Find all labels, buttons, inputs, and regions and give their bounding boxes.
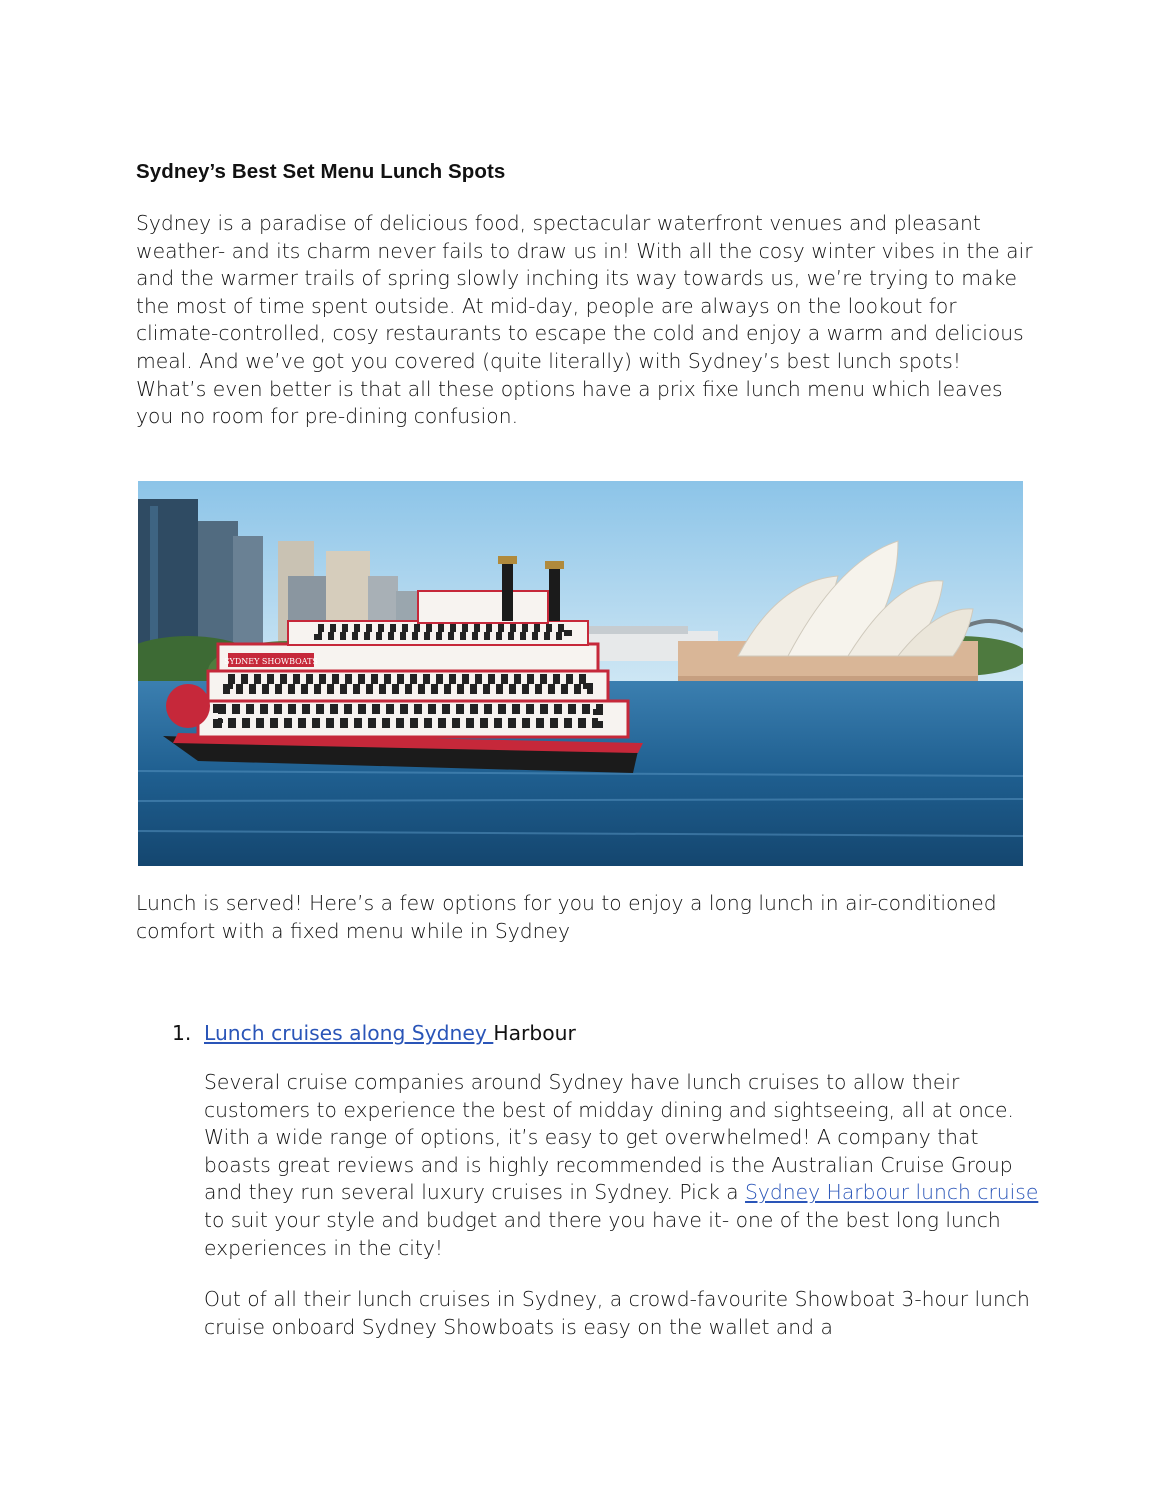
para2-before-link: Several cruise companies around Sydney have lunch cruises to allow their customers to experience the best of midday dining and sightseeing, all at once. With a wide range of options, it’s easy to get overwhelmed! A company that boasts great reviews and is highly recommended is the Australian Cruise Group and they run several luxury cruises in Sydney. Pick a xyxy=(204,1070,1014,1205)
list-number: 1. xyxy=(172,1021,192,1045)
para2-after-link: to suit your style and budget and there you have it- one of the best long lunch experiences in the city! xyxy=(204,1207,1001,1260)
sydney-harbour-lunch-cruise-link[interactable]: Sydney Harbour lunch cruise xyxy=(745,1180,1039,1205)
smokestack-right xyxy=(549,566,560,621)
boat-sign: SYDNEY SHOWBOATS xyxy=(224,657,318,666)
page-title: Sydney’s Best Set Menu Lunch Spots xyxy=(136,160,506,183)
harbour-photo xyxy=(138,481,1023,866)
caption-paragraph: Lunch is served! Here’s a few options for you to enjoy a long lunch in air-conditioned comfort with a fixed menu while in Sydney xyxy=(136,891,997,943)
paddle-wheel xyxy=(166,684,210,728)
lunch-cruises-link[interactable]: Lunch cruises along Sydney xyxy=(204,1021,494,1045)
list-item-rest: Harbour xyxy=(493,1021,576,1045)
showboat-paragraph: Out of all their lunch cruises in Sydney, a crowd-favourite Showboat 3-hour lunch cruise onboard Sydney Showboats is easy on the wallet and a xyxy=(204,1287,1030,1339)
cruise-description-paragraph xyxy=(204,1069,1044,1262)
intro-paragraph: Sydney is a paradise of delicious food, spectacular waterfront venues and pleasant weather- and its charm never fails to draw us in! With all the cosy winter vibes in the air and the warmer trails of spring slowly inching its way towards us, we’re trying to make the most of time spent outside. At mid-day, people are always on the lookout for climate-controlled, cosy restaurants to escape the cold and enjoy a warm and delicious meal. And we’ve got you covered (quite literally) with Sydney’s best lunch spots! What’s even better is that all these options have a prix fixe lunch menu which leaves you no room for pre-dining confusion. xyxy=(136,211,1033,429)
list-item xyxy=(172,1020,576,1048)
smokestack-left xyxy=(502,561,513,621)
